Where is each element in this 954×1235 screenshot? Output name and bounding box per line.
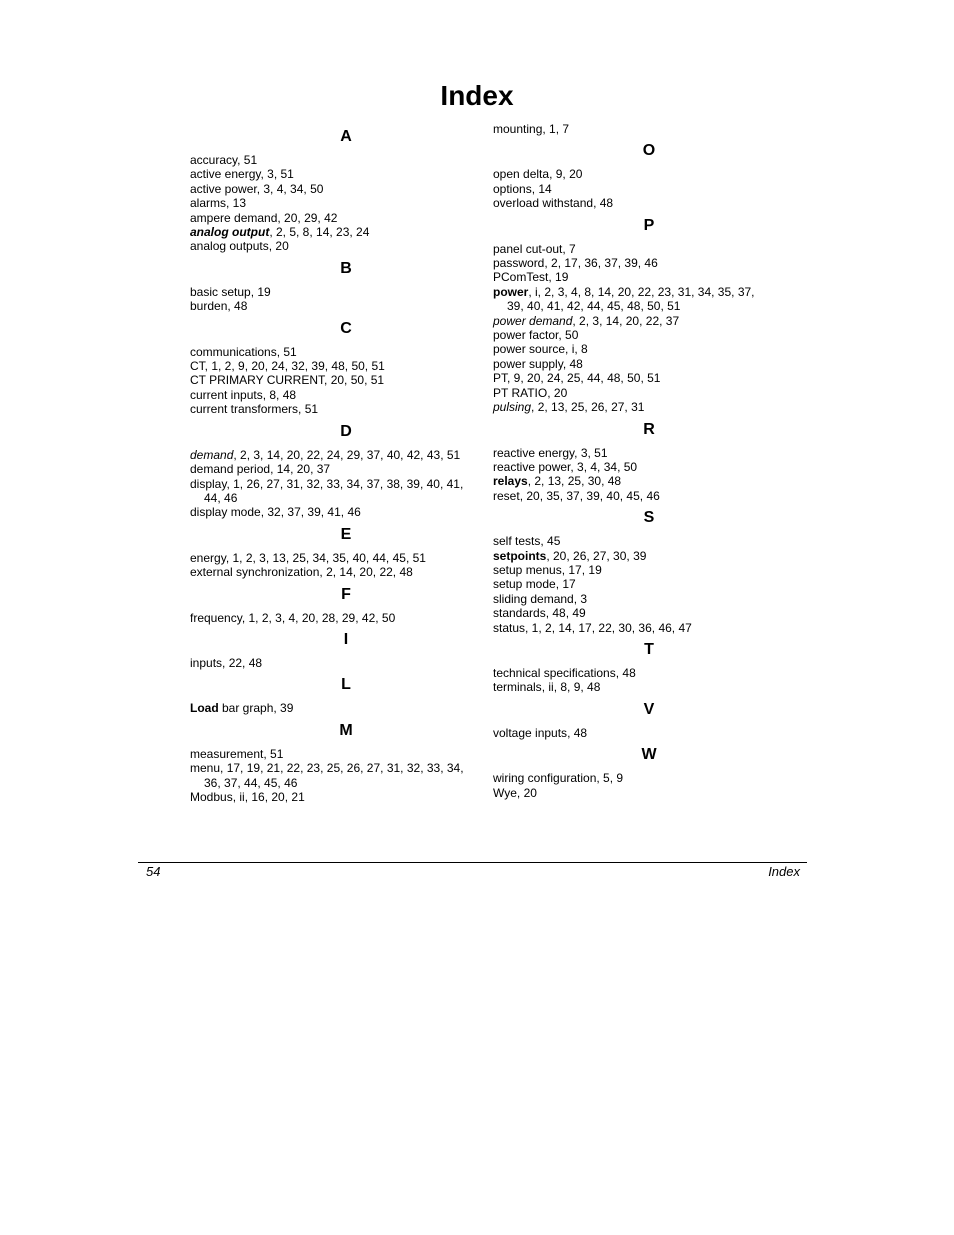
index-entry [493,371,767,385]
index-page-refs: , 32, 37, 39, 41, 46 [260,505,361,520]
index-term: power supply [493,356,563,371]
index-entry [493,563,767,577]
index-page-refs: , 2, 5, 8, 14, 23, 24 [269,225,370,240]
index-page-refs: , 51 [298,402,319,417]
index-term: measurement [190,746,264,761]
index-page-refs: , 13 [226,196,247,211]
index-entry [493,256,767,270]
index-entry [493,680,767,694]
index-page-refs: , 19 [250,284,271,299]
index-letter-heading: F [341,585,351,603]
index-entry [190,211,464,225]
index-term: sliding demand [493,591,574,606]
index-entry [493,549,767,563]
index-page-refs: , 9, 20 [549,167,583,182]
index-page-refs: , i, 8 [565,342,588,357]
index-page-refs: , 1, 2, 3, 4, 20, 28, 29, 42, 50 [241,610,396,625]
index-term: setup mode [493,577,556,592]
footer-section-name: Index [768,864,800,879]
index-entry [190,373,464,387]
index-term: reactive energy [493,445,575,460]
index-term: PT [493,371,508,386]
index-term: standards [493,606,546,621]
index-term: communications [190,344,277,359]
index-page-refs: , 2, 14, 20, 22, 48 [319,565,413,580]
index-term: wiring configuration [493,771,597,786]
index-page-refs: , 3, 51 [260,167,294,182]
index-page-refs: , 48, 49 [545,606,586,621]
index-term: external synchronization [190,565,320,580]
index-letter-heading: M [339,721,353,739]
index-page-refs: , 19 [548,270,569,285]
index-page-refs: , 20, 29, 42 [277,210,338,225]
index-entry [190,196,464,210]
index-page-refs: , 3, 4, 34, 50 [570,459,638,474]
index-letter-heading: P [643,216,655,234]
index-page-refs: , 2, 3, 14, 20, 22, 24, 29, 37, 40, 42, 43, 51 [233,447,461,462]
index-entry [493,534,767,548]
index-entry [493,577,767,591]
index-term: power factor [493,328,559,343]
index-page-refs: , 9, 20, 24, 25, 44, 48, 50, 51 [507,371,661,386]
index-term: CT [190,359,205,374]
index-page-refs: , 20, 26, 27, 30, 39 [546,548,647,563]
index-entry [190,462,464,476]
index-term: pulsing [493,400,532,415]
index-term: password [493,256,545,271]
index-page-refs: , 2, 17, 36, 37, 39, 46 [544,256,658,271]
index-term: setpoints [493,548,547,563]
index-entry [493,167,767,181]
index-term: analog outputs [190,239,269,254]
index-entry [493,270,767,284]
index-entry [190,388,464,402]
index-term: Modbus [190,789,233,804]
index-term: self tests [493,534,541,549]
index-entry [493,386,767,400]
index-letter-heading: C [340,319,352,337]
index-entry [493,474,767,488]
index-term: voltage inputs [493,725,568,740]
index-page-refs: , 17, 19 [561,562,602,577]
index-term: mounting [493,122,543,136]
index-page-refs: , 14, 20, 37 [270,462,331,477]
index-term: alarms [190,196,227,211]
index-entry [493,592,767,606]
index-term: relays [493,474,528,489]
index-page-refs: , 22, 48 [222,655,263,670]
index-entry [493,285,767,314]
index-entry [190,153,464,167]
index-entry [493,196,767,210]
index-entry [493,342,767,356]
index-entry [190,551,464,565]
index-page-refs: , 2, 13, 25, 26, 27, 31 [531,400,645,415]
index-page-refs: , 5, 9 [596,771,624,786]
index-term: menu [190,761,221,776]
index-entry [493,357,767,371]
index-term: CT PRIMARY CURRENT [190,373,325,388]
index-term: reset [493,488,520,503]
index-page-refs: , 20 [547,385,568,400]
index-letter-heading: E [340,525,352,543]
index-term: Load [190,701,219,716]
index-letter-heading: R [643,420,655,438]
index-term: accuracy [190,153,238,167]
index-term: open delta [493,167,550,182]
index-page-refs: , 1, 26, 27, 31, 32, 33, 34, 37, 38, 39, 40, 41, 44, 46 [204,476,464,505]
index-term: PComTest [493,270,549,285]
footer-page-number: 54 [146,864,161,879]
index-term: inputs [190,655,223,670]
index-term: PT RATIO [493,385,548,400]
index-page-refs: , 20 [268,239,289,254]
index-term: current inputs [190,387,263,402]
index-page-refs: , 8, 48 [262,387,297,402]
index-page-refs: , 51 [263,746,284,761]
index-entry [190,747,464,761]
index-page-refs: , 2, 13, 25, 30, 48 [527,474,622,489]
index-letter-heading: I [343,630,349,648]
index-entry [190,611,464,625]
index-entry [493,446,767,460]
index-letter-heading: T [644,640,654,658]
index-letter-heading: B [340,259,352,277]
index-entry [190,285,464,299]
index-term: energy [190,550,226,565]
index-term: burden [190,299,228,314]
index-column-right [493,122,793,800]
index-letter-heading: W [641,746,657,764]
index-term: power [493,284,529,299]
index-term: ampere demand [190,210,278,225]
index-term: technical specifications [493,665,616,680]
index-entry [190,656,464,670]
index-entry [190,359,464,373]
index-term: terminals [493,680,542,695]
index-letter-heading: S [643,509,655,527]
index-term: demand [190,447,234,462]
index-letter-heading: V [643,700,655,718]
index-term: power source [493,342,566,357]
index-entry [190,345,464,359]
index-term: options [493,181,532,196]
index-page-refs: , 1, 2, 3, 13, 25, 34, 35, 40, 44, 45, 51 [225,550,426,565]
index-entry [493,314,767,328]
index-entry [190,761,464,790]
index-entry [190,182,464,196]
index-page-refs: , 20, 50, 51 [324,373,385,388]
index-page-refs: , 14 [531,181,552,196]
index-page-refs: , 7 [562,241,576,256]
index-entry [190,225,464,239]
index-entry [493,182,767,196]
index-entry [190,239,464,253]
page-title: Index [440,80,514,111]
index-entry [190,701,464,715]
index-term: status [493,620,526,635]
index-page-refs: , 48 [593,196,614,211]
index-term: basic setup [190,284,251,299]
index-letter-heading: D [340,422,352,440]
index-page-refs: , 17 [555,577,576,592]
index-term: overload withstand [493,196,594,211]
index-page-refs: , 48 [567,725,588,740]
index-entry [493,726,767,740]
index-entry [493,400,767,414]
index-page-refs: , 45 [540,534,561,549]
index-term: active power [190,181,257,196]
index-entry [493,460,767,474]
index-entry [493,771,767,785]
index-page-refs: , 3, 4, 34, 50 [256,181,324,196]
index-term: demand period [190,462,271,477]
index-page-refs: , 50 [558,328,579,343]
index-entry [190,505,464,519]
index-entry [493,621,767,635]
index-term: active energy [190,167,261,182]
index-term: reactive power [493,459,571,474]
index-letter-heading: L [341,676,351,694]
index-entry [493,328,767,342]
index-entry [493,666,767,680]
index-page-refs: , 48 [227,299,248,314]
index-letter-heading: O [642,142,656,160]
index-entry [190,790,464,804]
index-term: panel cut-out [493,241,563,256]
index-entry [190,402,464,416]
index-page-refs: , 1, 7 [542,122,570,136]
index-page-refs: bar graph, 39 [218,701,294,716]
index-page-refs: , 3 [573,591,588,606]
index-term: current transformers [190,402,299,417]
index-letter-heading: A [340,128,352,145]
index-term: Wye [493,785,517,800]
index-term: display mode [190,505,261,520]
index-entry [493,242,767,256]
index-term: frequency [190,610,242,625]
index-page-refs: , ii, 16, 20, 21 [232,789,305,804]
index-page-refs: , 51 [237,153,258,167]
index-entry [493,786,767,800]
index-page-refs: , 1, 2, 14, 17, 22, 30, 36, 46, 47 [525,620,692,635]
index-entry [493,122,767,136]
index-column-left [190,122,490,804]
index-page-refs: , i, 2, 3, 4, 8, 14, 20, 22, 23, 31, 34, 35, 37, 39, 40, 41, 42, 44, 45, 48, 50, 51 [507,284,755,314]
index-entry [493,489,767,503]
index-entry [190,448,464,462]
index-term: analog output [190,225,270,240]
index-entry [493,606,767,620]
index-page-refs: , 17, 19, 21, 22, 23, 25, 26, 27, 31, 32, 33, 34, 36, 37, 44, 45, 46 [204,761,464,790]
index-page-refs: , 2, 3, 14, 20, 22, 37 [572,313,680,328]
footer-rule [138,862,807,863]
index-page-refs: , 48 [615,665,636,680]
index-term: setup menus [493,562,562,577]
index-entry [190,477,464,506]
index-entry [190,565,464,579]
index-page-refs: , ii, 8, 9, 48 [541,680,601,695]
index-page-refs: , 48 [562,356,583,371]
index-term: display [190,476,227,491]
index-page-refs: , 3, 51 [574,445,608,460]
index-term: power demand [493,313,573,328]
index-page-refs: , 51 [276,344,297,359]
index-page-refs: , 1, 2, 9, 20, 24, 32, 39, 48, 50, 51 [204,359,385,374]
index-entry [190,167,464,181]
index-page-refs: , 20 [516,785,537,800]
index-entry [190,299,464,313]
index-page-refs: , 20, 35, 37, 39, 40, 45, 46 [519,488,660,503]
